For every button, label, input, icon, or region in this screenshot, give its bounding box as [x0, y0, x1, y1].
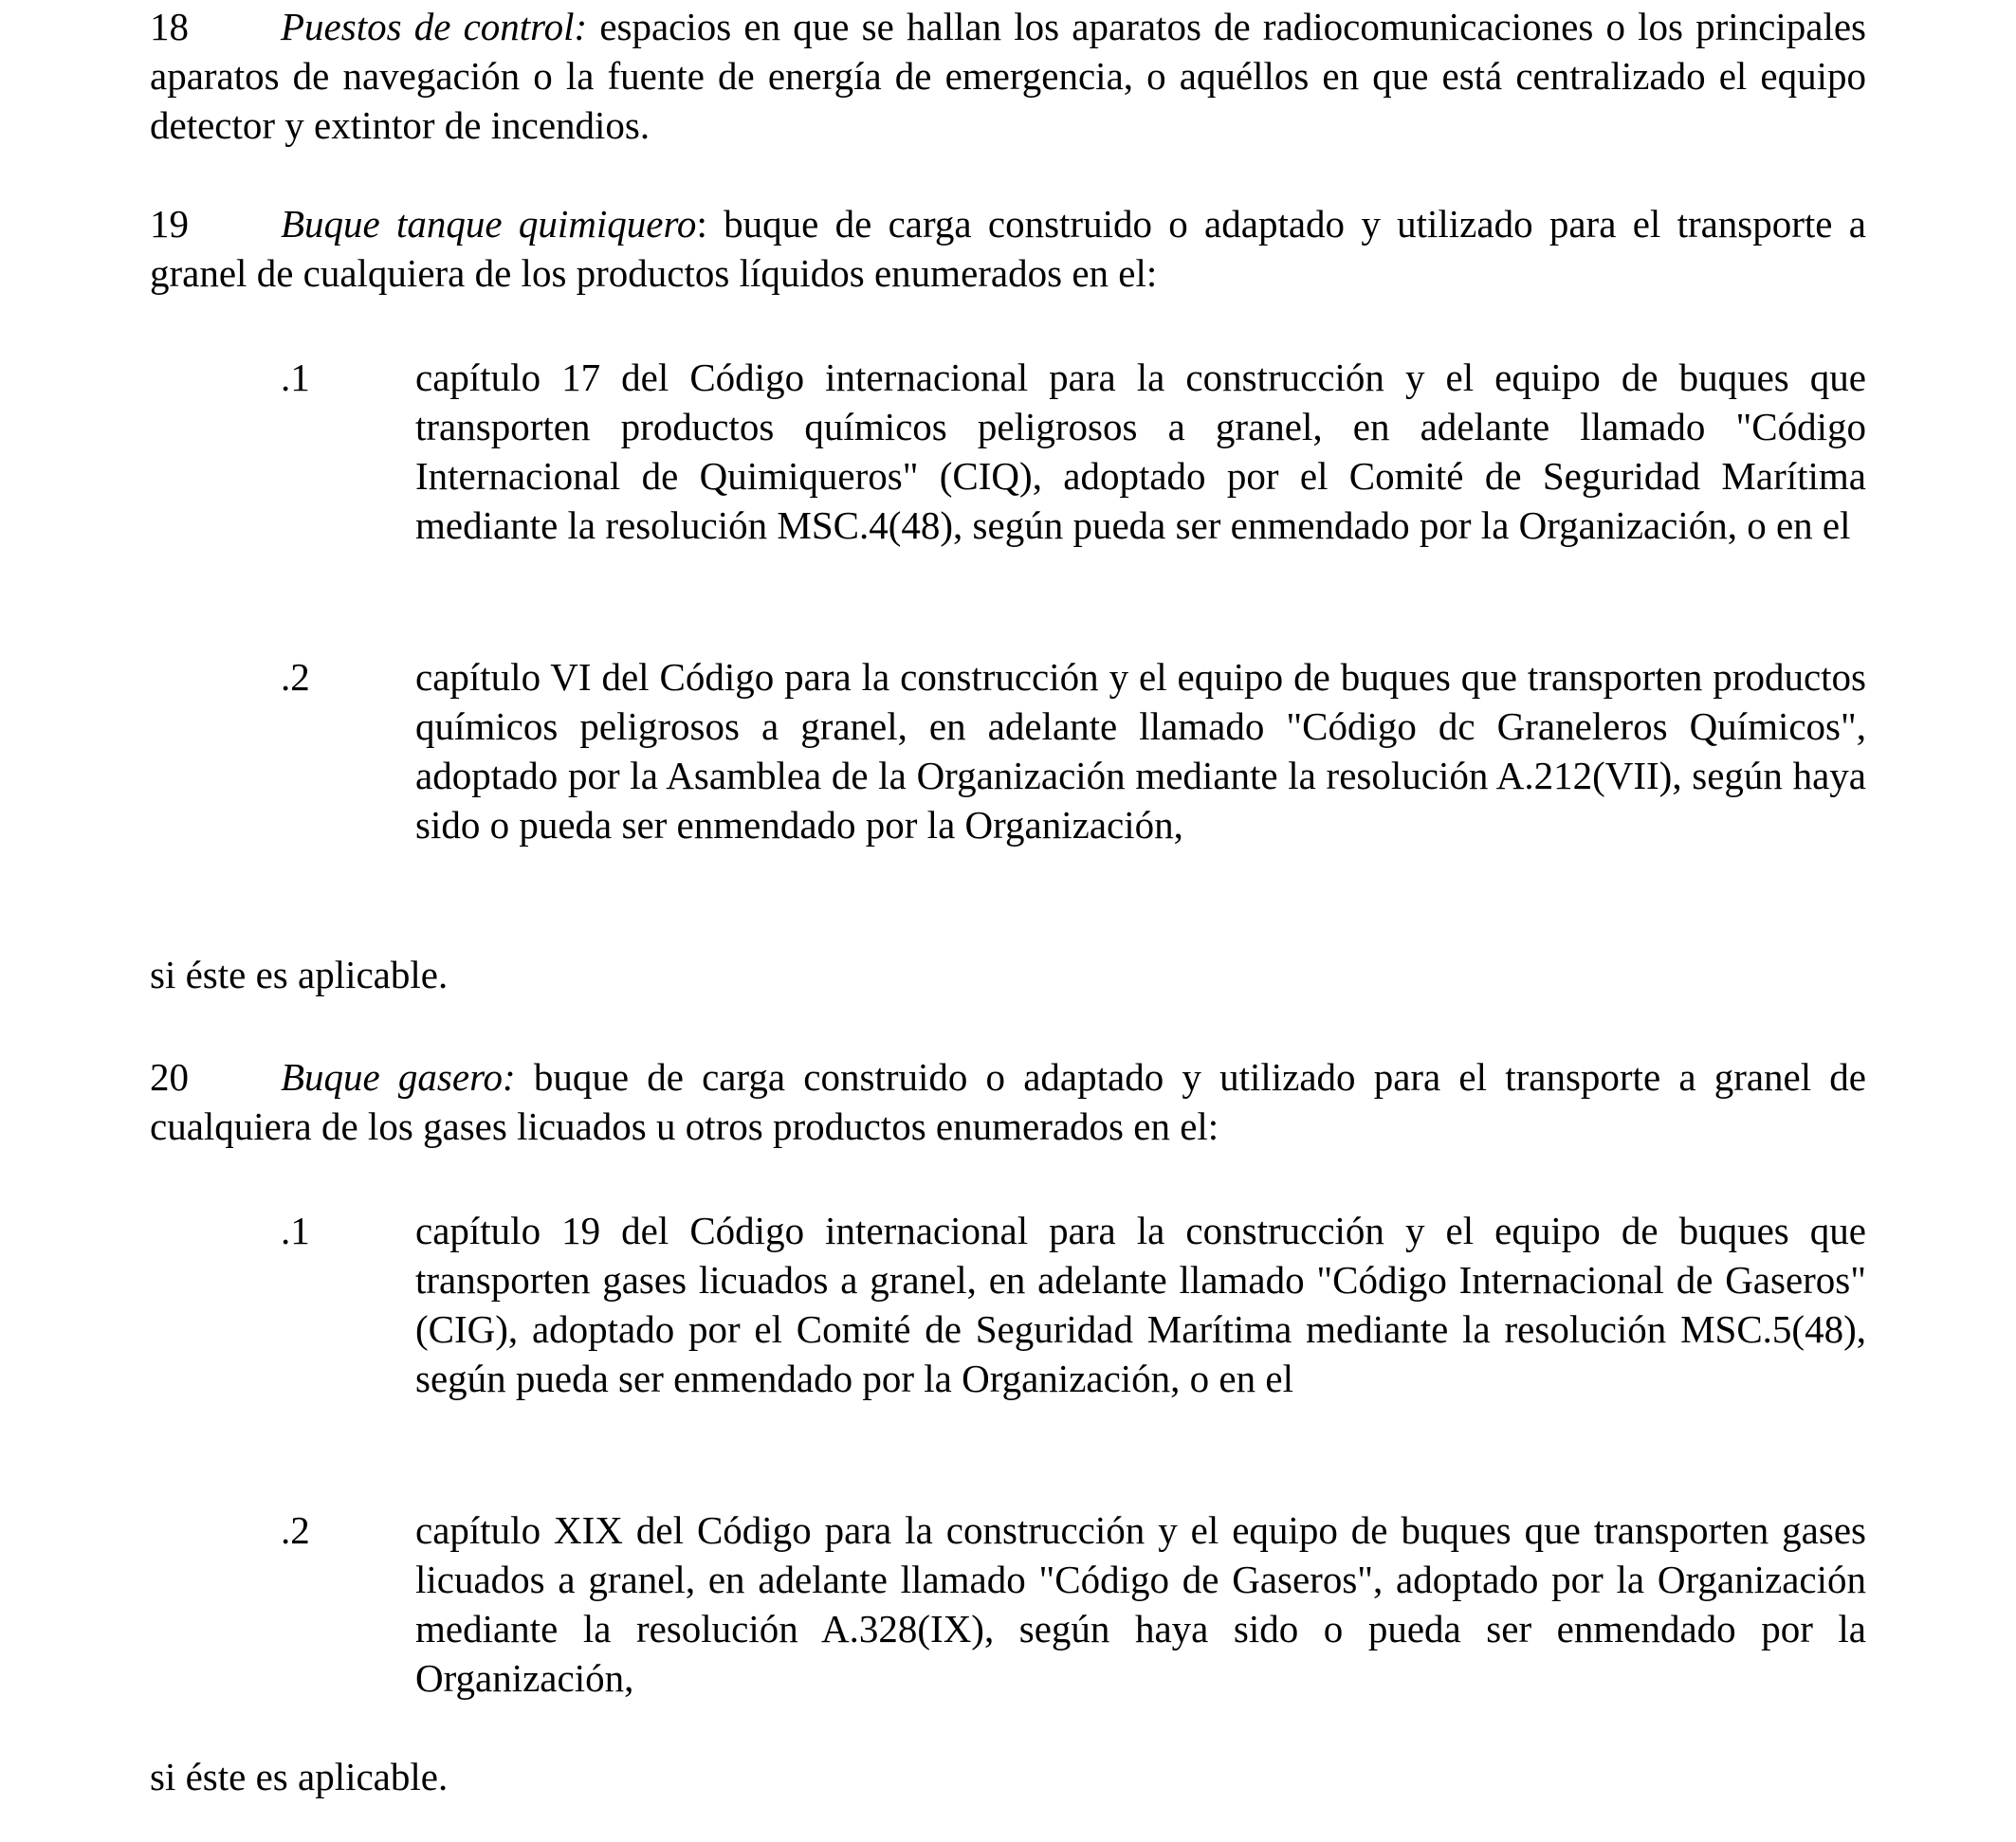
paragraph-20 — [150, 1052, 1866, 1151]
definition-text: espacios en que se hallan los aparatos de radiocomunicaciones o los principales aparatos de navegación o la fuente de energía de emergencia, o aquéllos en que está centralizado el equipo detector y extintor de incendios. — [150, 5, 1867, 147]
paragraph-number: 19 — [150, 202, 189, 246]
definition-term: Puestos de control: — [281, 5, 588, 48]
subitem-text: capítulo XIX del Código para la construcción y el equipo de buques que transporten gases licuados a granel, en adelante llamado "Código de Gaseros", adoptado por la Organización mediante la resolución A.328(IX), según haya sido o pueda ser enmendado por la Organización, — [415, 1508, 1866, 1700]
definition-text: buque de carga construido o adaptado y utilizado para el transporte a granel de cualquiera de los gases licuados u otros productos enumerados en el: — [150, 1055, 1867, 1148]
subitem-text: capítulo 17 del Código internacional para la construcción y el equipo de buques que transporten productos químicos peligrosos a granel, en adelante llamado "Código Internacional de Quimiqueros" (CIQ), adoptado por el Comité de Seguridad Marítima mediante la resolución MSC.4(48), según pueda ser enmendado por la Organización, o en el — [415, 356, 1866, 547]
paragraph-18 — [150, 2, 1866, 150]
paragraph-number: 18 — [150, 5, 189, 48]
subitem-20-2 — [281, 1505, 1866, 1703]
subitem-text: capítulo VI del Código para la construcción y el equipo de buques que transporten productos químicos peligrosos a granel, en adelante llamado "Código dc Graneleros Químicos", adoptado por la Asamblea de la Organización mediante la resolución A.212(VII), según haya sido o pueda ser enmendado por la Organización, — [415, 655, 1866, 847]
definition-text: : buque de carga construido o adaptado y utilizado para el transporte a granel de cualquiera de los productos líquidos enumerados en el: — [150, 202, 1866, 295]
subitem-label: .1 — [281, 1209, 310, 1252]
paragraph-number: 20 — [150, 1055, 189, 1099]
subitem-label: .2 — [281, 1508, 310, 1552]
definition-term: Buque tanque quimiquero — [281, 202, 697, 246]
closing-text-20: si éste es aplicable. — [150, 1755, 449, 1798]
subitem-19-1 — [281, 353, 1866, 550]
subitem-19-2 — [281, 652, 1866, 849]
closing-text-19: si éste es aplicable. — [150, 953, 449, 996]
paragraph-19 — [150, 199, 1866, 298]
subitem-label: .1 — [281, 356, 310, 399]
subitem-20-1 — [281, 1206, 1866, 1403]
subitem-text: capítulo 19 del Código internacional para la construcción y el equipo de buques que transporten gases licuados a granel, en adelante llamado "Código Internacional de Gaseros" (CIG), adoptado por el Comité de Seguridad Marítima mediante la resolución MSC.5(48), según pueda ser enmendado por la Organización, o en el — [415, 1209, 1866, 1400]
subitem-label: .2 — [281, 655, 310, 699]
definition-term: Buque gasero: — [281, 1055, 516, 1099]
